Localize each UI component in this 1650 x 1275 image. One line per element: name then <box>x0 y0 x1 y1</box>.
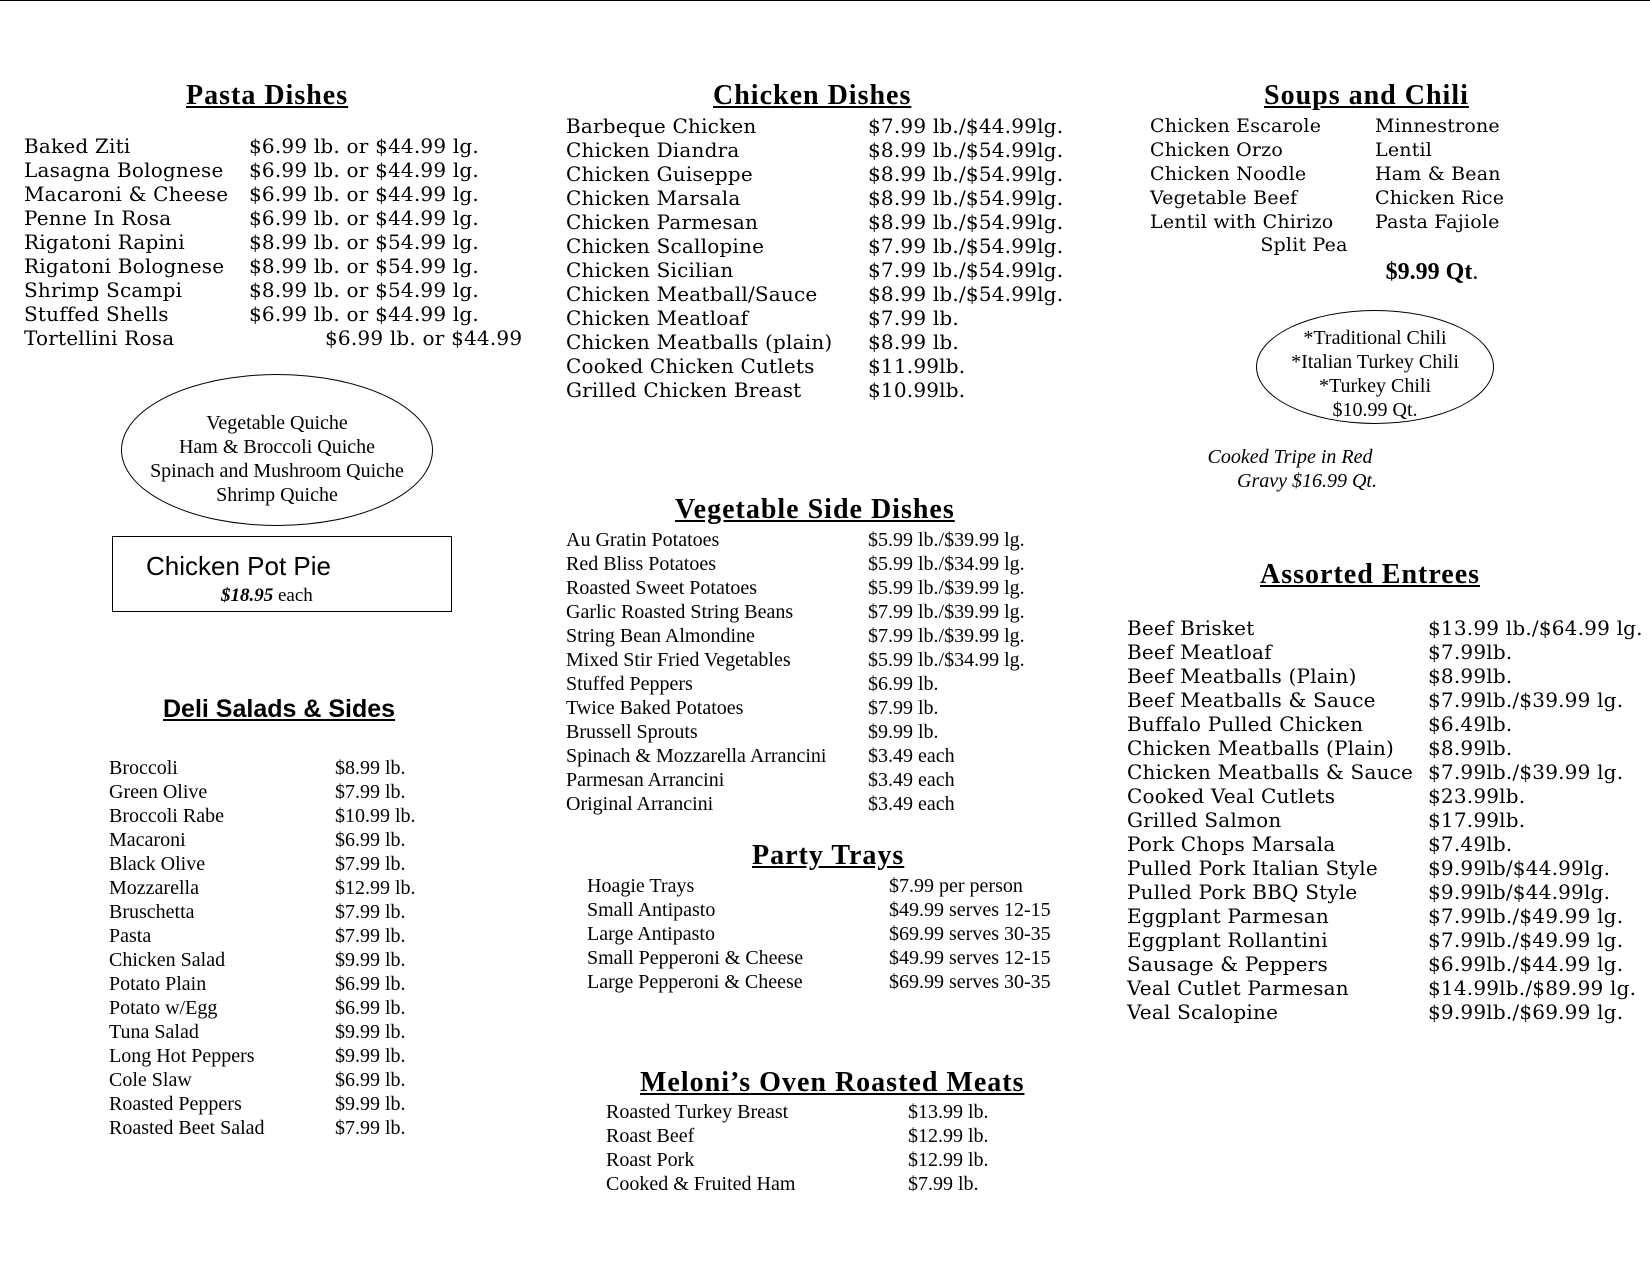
item-name: Original Arrancini <box>566 793 714 815</box>
item-price: $6.99 lb. or $44.99 lg. <box>249 134 479 158</box>
vegetable-item <box>566 696 1066 720</box>
item-name: Potato w/Egg <box>109 997 218 1019</box>
item-price: $6.99 lb. or $44.99 lg. <box>249 158 479 182</box>
pasta-heading: Pasta Dishes <box>186 80 349 111</box>
item-price: $8.99 lb. or $54.99 lg. <box>249 230 479 254</box>
deli-item <box>109 924 469 948</box>
entree-item <box>1127 784 1647 808</box>
item-price: $13.99 lb. <box>908 1101 989 1123</box>
item-price: $8.99 lb. <box>335 757 406 779</box>
item-price: $69.99 serves 30-35 <box>889 971 1051 993</box>
deli-item <box>109 972 469 996</box>
soups-left-list <box>1150 114 1370 234</box>
soup-item: Vegetable Beef <box>1150 187 1298 209</box>
soup-item: Minnestrone <box>1375 115 1500 137</box>
chicken-item <box>566 234 1066 258</box>
deli-item <box>109 828 469 852</box>
item-price: $7.99 lb. <box>335 781 406 803</box>
item-name: Hoagie Trays <box>587 875 695 897</box>
item-name: Shrimp Scampi <box>24 278 183 302</box>
item-name: Chicken Marsala <box>566 186 741 210</box>
quiche-item: Spinach and Mushroom Quiche <box>150 460 404 482</box>
soup-item: Chicken Noodle <box>1150 163 1307 185</box>
item-name: Pulled Pork Italian Style <box>1127 856 1378 880</box>
chili-oval <box>1256 310 1494 424</box>
quiche-item: Ham & Broccoli Quiche <box>178 436 376 458</box>
pasta-item <box>24 158 524 182</box>
item-price: $3.49 each <box>868 745 955 767</box>
top-border <box>0 0 1650 1</box>
item-name: Tuna Salad <box>109 1021 199 1043</box>
deli-item <box>109 1020 469 1044</box>
item-price: $9.99lb/$44.99lg. <box>1428 880 1611 904</box>
chili-item: *Italian Turkey Chili <box>1291 351 1459 373</box>
item-price: $8.99lb. <box>1428 736 1513 760</box>
vegetable-item <box>566 576 1066 600</box>
quiche-item: Vegetable Quiche <box>206 412 348 434</box>
item-name: Grilled Chicken Breast <box>566 378 802 402</box>
item-name: Spinach & Mozzarella Arrancini <box>566 745 827 767</box>
party-tray-item <box>587 922 1087 946</box>
pot-pie-unit: each <box>278 585 313 606</box>
deli-item <box>109 996 469 1020</box>
deli-item <box>109 756 469 780</box>
pasta-item <box>24 254 524 278</box>
vegetable-item <box>566 600 1066 624</box>
item-name: Chicken Sicilian <box>566 258 734 282</box>
soup-item: Pasta Fajiole <box>1375 211 1500 233</box>
item-price: $5.99 lb./$34.99 lg. <box>868 649 1025 671</box>
item-name: String Bean Almondine <box>566 625 755 647</box>
item-name: Au Gratin Potatoes <box>566 529 720 551</box>
item-name: Black Olive <box>109 853 206 875</box>
pot-pie-name: Chicken Pot Pie <box>146 551 331 581</box>
chicken-item <box>566 378 1066 402</box>
chicken-list <box>566 114 1066 402</box>
entree-item <box>1127 1000 1647 1024</box>
chicken-item <box>566 282 1066 306</box>
deli-item <box>109 948 469 972</box>
chicken-item <box>566 114 1066 138</box>
item-name: Green Olive <box>109 781 208 803</box>
item-price: $49.99 serves 12-15 <box>889 947 1051 969</box>
item-price: $6.99 lb. or $44.99 <box>325 326 523 350</box>
item-name: Eggplant Rollantini <box>1127 928 1328 952</box>
item-price: $6.49lb. <box>1428 712 1513 736</box>
item-name: Macaroni <box>109 829 186 851</box>
entree-item <box>1127 880 1647 904</box>
item-price: $6.99 lb. <box>335 973 406 995</box>
item-price: $8.99lb. <box>1428 664 1513 688</box>
soups-extra: Split Pea <box>1260 234 1348 256</box>
item-name: Baked Ziti <box>24 134 131 158</box>
item-price: $9.99 lb. <box>335 1093 406 1115</box>
entree-item <box>1127 616 1647 640</box>
vegetable-item <box>566 552 1066 576</box>
item-name: Rigatoni Bolognese <box>24 254 225 278</box>
item-price: $6.99 lb. <box>335 829 406 851</box>
tripe-line-1: Cooked Tripe in Red <box>1207 446 1373 468</box>
vegetable-item <box>566 624 1066 648</box>
item-name: Roast Beef <box>606 1125 695 1147</box>
deli-item <box>109 876 469 900</box>
item-price: $14.99lb./$89.99 lg. <box>1428 976 1637 1000</box>
soup-item: Chicken Rice <box>1375 187 1505 209</box>
item-name: Veal Scalopine <box>1127 1000 1279 1024</box>
item-name: Chicken Guiseppe <box>566 162 753 186</box>
item-price: $12.99 lb. <box>335 877 416 899</box>
item-price: $17.99lb. <box>1428 808 1526 832</box>
roasted-meat-item <box>606 1172 1026 1196</box>
chili-list <box>1257 326 1493 422</box>
chicken-item <box>566 330 1066 354</box>
item-price: $7.99 lb./$39.99 lg. <box>868 625 1025 647</box>
deli-item <box>109 900 469 924</box>
entree-item <box>1127 952 1647 976</box>
item-price: $69.99 serves 30-35 <box>889 923 1051 945</box>
item-price: $7.99 lb. <box>868 697 939 719</box>
item-name: Roast Pork <box>606 1149 695 1171</box>
chicken-item <box>566 162 1066 186</box>
item-price: $7.99 lb. <box>335 853 406 875</box>
chicken-item <box>566 138 1066 162</box>
vegetable-item <box>566 648 1066 672</box>
item-name: Pork Chops Marsala <box>1127 832 1336 856</box>
party-tray-item <box>587 874 1087 898</box>
item-name: Penne In Rosa <box>24 206 172 230</box>
pot-pie-price-line <box>221 585 313 607</box>
item-price: $7.99 lb./$39.99 lg. <box>868 601 1025 623</box>
item-price: $7.99 lb./$54.99lg. <box>868 258 1064 282</box>
deli-heading: Deli Salads & Sides <box>163 695 396 723</box>
item-name: Roasted Peppers <box>109 1093 242 1115</box>
party-heading: Party Trays <box>752 840 905 871</box>
vegetable-item <box>566 672 1066 696</box>
quiche-item: Shrimp Quiche <box>216 484 338 506</box>
item-name: Broccoli Rabe <box>109 805 224 827</box>
item-name: Cooked & Fruited Ham <box>606 1173 796 1195</box>
party-list <box>587 874 1087 994</box>
item-name: Sausage & Peppers <box>1127 952 1328 976</box>
item-price: $9.99lb./$69.99 lg. <box>1428 1000 1624 1024</box>
entree-item <box>1127 976 1647 1000</box>
item-price: $7.99 lb./$54.99lg. <box>868 234 1064 258</box>
soups-heading: Soups and Chili <box>1264 80 1469 111</box>
item-price: $8.99 lb./$54.99lg. <box>868 162 1064 186</box>
item-name: Cole Slaw <box>109 1069 192 1091</box>
item-name: Roasted Beet Salad <box>109 1117 265 1139</box>
entree-item <box>1127 736 1647 760</box>
item-name: Long Hot Peppers <box>109 1045 255 1067</box>
item-price: $6.99 lb. <box>868 673 939 695</box>
item-name: Garlic Roasted String Beans <box>566 601 794 623</box>
deli-item <box>109 1044 469 1068</box>
meats-heading: Meloni’s Oven Roasted Meats <box>640 1067 1025 1098</box>
soup-item: Lentil with Chirizo <box>1150 211 1334 233</box>
item-price: $6.99 lb. <box>335 997 406 1019</box>
party-tray-item <box>587 898 1087 922</box>
item-price: $7.99 lb. <box>868 306 959 330</box>
item-price: $7.49lb. <box>1428 832 1513 856</box>
pasta-item <box>24 134 524 158</box>
item-name: Small Pepperoni & Cheese <box>587 947 804 969</box>
chili-item: *Turkey Chili <box>1318 375 1432 397</box>
roasted-meat-item <box>606 1124 1026 1148</box>
item-name: Twice Baked Potatoes <box>566 697 744 719</box>
item-price: $9.99 lb. <box>335 949 406 971</box>
item-name: Beef Meatballs (Plain) <box>1127 664 1357 688</box>
item-name: Tortellini Rosa <box>24 326 175 350</box>
entree-item <box>1127 856 1647 880</box>
entree-item <box>1127 904 1647 928</box>
deli-item <box>109 804 469 828</box>
item-price: $7.99 lb. <box>335 925 406 947</box>
item-price: $5.99 lb./$34.99 lg. <box>868 553 1025 575</box>
quiche-oval <box>121 374 433 526</box>
entree-item <box>1127 808 1647 832</box>
party-tray-item <box>587 946 1087 970</box>
item-name: Barbeque Chicken <box>566 114 757 138</box>
item-price: $8.99 lb./$54.99lg. <box>868 138 1064 162</box>
item-price: $9.99lb/$44.99lg. <box>1428 856 1611 880</box>
chili-item: $10.99 Qt. <box>1332 399 1418 421</box>
entree-item <box>1127 760 1647 784</box>
item-name: Rigatoni Rapini <box>24 230 185 254</box>
pasta-item <box>24 326 524 350</box>
item-price: $9.99 lb. <box>335 1045 406 1067</box>
vegetable-item <box>566 720 1066 744</box>
item-price: $6.99 lb. <box>335 1069 406 1091</box>
soups-right-list <box>1375 114 1575 234</box>
item-price: $7.99lb./$49.99 lg. <box>1428 904 1624 928</box>
item-price: $3.49 each <box>868 769 955 791</box>
entree-item <box>1127 832 1647 856</box>
item-name: Brussell Sprouts <box>566 721 698 743</box>
item-price: $8.99 lb./$54.99lg. <box>868 282 1064 306</box>
pot-pie-price: $18.95 <box>221 585 274 606</box>
pasta-item <box>24 230 524 254</box>
item-name: Chicken Meatballs (plain) <box>566 330 833 354</box>
pasta-item <box>24 206 524 230</box>
item-name: Roasted Turkey Breast <box>606 1101 789 1123</box>
item-price: $9.99 lb. <box>335 1021 406 1043</box>
vegetable-heading: Vegetable Side Dishes <box>675 494 955 525</box>
entree-item <box>1127 640 1647 664</box>
item-name: Beef Meatballs & Sauce <box>1127 688 1376 712</box>
item-price: $8.99 lb./$54.99lg. <box>868 210 1064 234</box>
item-name: Chicken Meatballs (Plain) <box>1127 736 1395 760</box>
item-name: Chicken Salad <box>109 949 226 971</box>
soup-item: Ham & Bean <box>1375 163 1501 185</box>
entree-item <box>1127 928 1647 952</box>
item-name: Pasta <box>109 925 152 947</box>
item-name: Grilled Salmon <box>1127 808 1282 832</box>
item-price: $23.99lb. <box>1428 784 1526 808</box>
item-name: Cooked Veal Cutlets <box>1127 784 1336 808</box>
item-price: $8.99 lb./$54.99lg. <box>868 186 1064 210</box>
item-name: Mozzarella <box>109 877 199 899</box>
item-name: Beef Meatloaf <box>1127 640 1272 664</box>
item-price: $5.99 lb./$39.99 lg. <box>868 529 1025 551</box>
item-price: $10.99 lb. <box>335 805 416 827</box>
deli-item <box>109 1116 469 1140</box>
item-price: $5.99 lb./$39.99 lg. <box>868 577 1025 599</box>
soup-item: Chicken Escarole <box>1150 115 1322 137</box>
quiche-list <box>122 411 432 507</box>
item-name: Broccoli <box>109 757 178 779</box>
entrees-list <box>1127 616 1647 1024</box>
soup-item: Chicken Orzo <box>1150 139 1284 161</box>
item-price: $9.99 lb. <box>868 721 939 743</box>
item-price: $7.99lb. <box>1428 640 1513 664</box>
item-price: $7.99 per person <box>889 875 1023 897</box>
item-name: Macaroni & Cheese <box>24 182 229 206</box>
entrees-heading: Assorted Entrees <box>1260 559 1481 590</box>
chicken-item <box>566 354 1066 378</box>
item-price: $7.99 lb./$44.99lg. <box>868 114 1064 138</box>
item-price: $6.99 lb. or $44.99 lg. <box>249 302 479 326</box>
deli-item <box>109 780 469 804</box>
deli-item <box>109 1092 469 1116</box>
deli-list <box>109 756 469 1140</box>
item-price: $8.99 lb. or $54.99 lg. <box>249 254 479 278</box>
soups-price: $9.99 Qt <box>1385 259 1473 285</box>
item-name: Chicken Meatballs & Sauce <box>1127 760 1414 784</box>
vegetable-item <box>566 528 1066 552</box>
chicken-item <box>566 306 1066 330</box>
item-name: Stuffed Peppers <box>566 673 693 695</box>
entree-item <box>1127 664 1647 688</box>
item-price: $13.99 lb./$64.99 lg. <box>1428 616 1643 640</box>
item-price: $8.99 lb. <box>868 330 959 354</box>
item-name: Buffalo Pulled Chicken <box>1127 712 1364 736</box>
item-price: $7.99lb./$49.99 lg. <box>1428 928 1624 952</box>
pot-pie-box <box>112 536 452 612</box>
roasted-meat-item <box>606 1100 1026 1124</box>
pasta-item <box>24 302 524 326</box>
meats-list <box>606 1100 1026 1196</box>
entree-item <box>1127 712 1647 736</box>
item-name: Stuffed Shells <box>24 302 169 326</box>
item-price: $6.99 lb. or $44.99 lg. <box>249 206 479 230</box>
soup-item: Lentil <box>1375 139 1433 161</box>
vegetable-item <box>566 768 1066 792</box>
pasta-item <box>24 182 524 206</box>
deli-item <box>109 1068 469 1092</box>
party-tray-item <box>587 970 1087 994</box>
item-price: $7.99 lb. <box>908 1173 979 1195</box>
item-name: Pulled Pork BBQ Style <box>1127 880 1358 904</box>
item-name: Parmesan Arrancini <box>566 769 725 791</box>
chicken-item <box>566 258 1066 282</box>
item-price: $10.99lb. <box>868 378 966 402</box>
chicken-item <box>566 186 1066 210</box>
soups-price-line <box>1386 259 1479 286</box>
item-name: Chicken Meatball/Sauce <box>566 282 818 306</box>
entree-item <box>1127 688 1647 712</box>
item-name: Roasted Sweet Potatoes <box>566 577 758 599</box>
item-price: $49.99 serves 12-15 <box>889 899 1051 921</box>
item-price: $6.99 lb. or $44.99 lg. <box>249 182 479 206</box>
deli-item <box>109 852 469 876</box>
roasted-meat-item <box>606 1148 1026 1172</box>
item-name: Lasagna Bolognese <box>24 158 224 182</box>
item-name: Chicken Scallopine <box>566 234 765 258</box>
pasta-item <box>24 278 524 302</box>
item-name: Chicken Parmesan <box>566 210 759 234</box>
item-name: Veal Cutlet Parmesan <box>1127 976 1349 1000</box>
item-price: $7.99lb./$39.99 lg. <box>1428 688 1624 712</box>
item-price: $7.99 lb. <box>335 1117 406 1139</box>
item-price: $3.49 each <box>868 793 955 815</box>
item-name: Large Pepperoni & Cheese <box>587 971 803 993</box>
chili-item: *Traditional Chili <box>1303 327 1447 349</box>
item-name: Chicken Diandra <box>566 138 740 162</box>
chicken-heading: Chicken Dishes <box>713 80 912 111</box>
vegetable-item <box>566 744 1066 768</box>
item-price: $7.99lb./$39.99 lg. <box>1428 760 1624 784</box>
item-name: Red Bliss Potatoes <box>566 553 717 575</box>
item-price: $6.99lb./$44.99 lg. <box>1428 952 1624 976</box>
item-name: Bruschetta <box>109 901 195 923</box>
vegetable-item <box>566 792 1066 816</box>
item-name: Chicken Meatloaf <box>566 306 749 330</box>
item-name: Large Antipasto <box>587 923 715 945</box>
item-price: $12.99 lb. <box>908 1125 989 1147</box>
vegetable-list <box>566 528 1066 816</box>
soups-price-suffix: . <box>1472 259 1479 285</box>
item-name: Beef Brisket <box>1127 616 1255 640</box>
item-price: $11.99lb. <box>868 354 966 378</box>
item-price: $7.99 lb. <box>335 901 406 923</box>
item-name: Mixed Stir Fried Vegetables <box>566 649 791 671</box>
item-name: Potato Plain <box>109 973 207 995</box>
chicken-item <box>566 210 1066 234</box>
item-name: Cooked Chicken Cutlets <box>566 354 815 378</box>
item-name: Small Antipasto <box>587 899 716 921</box>
item-price: $8.99 lb. or $54.99 lg. <box>249 278 479 302</box>
item-name: Eggplant Parmesan <box>1127 904 1329 928</box>
pasta-list <box>24 134 524 350</box>
item-price: $12.99 lb. <box>908 1149 989 1171</box>
tripe-line-2: Gravy $16.99 Qt. <box>1237 470 1377 492</box>
